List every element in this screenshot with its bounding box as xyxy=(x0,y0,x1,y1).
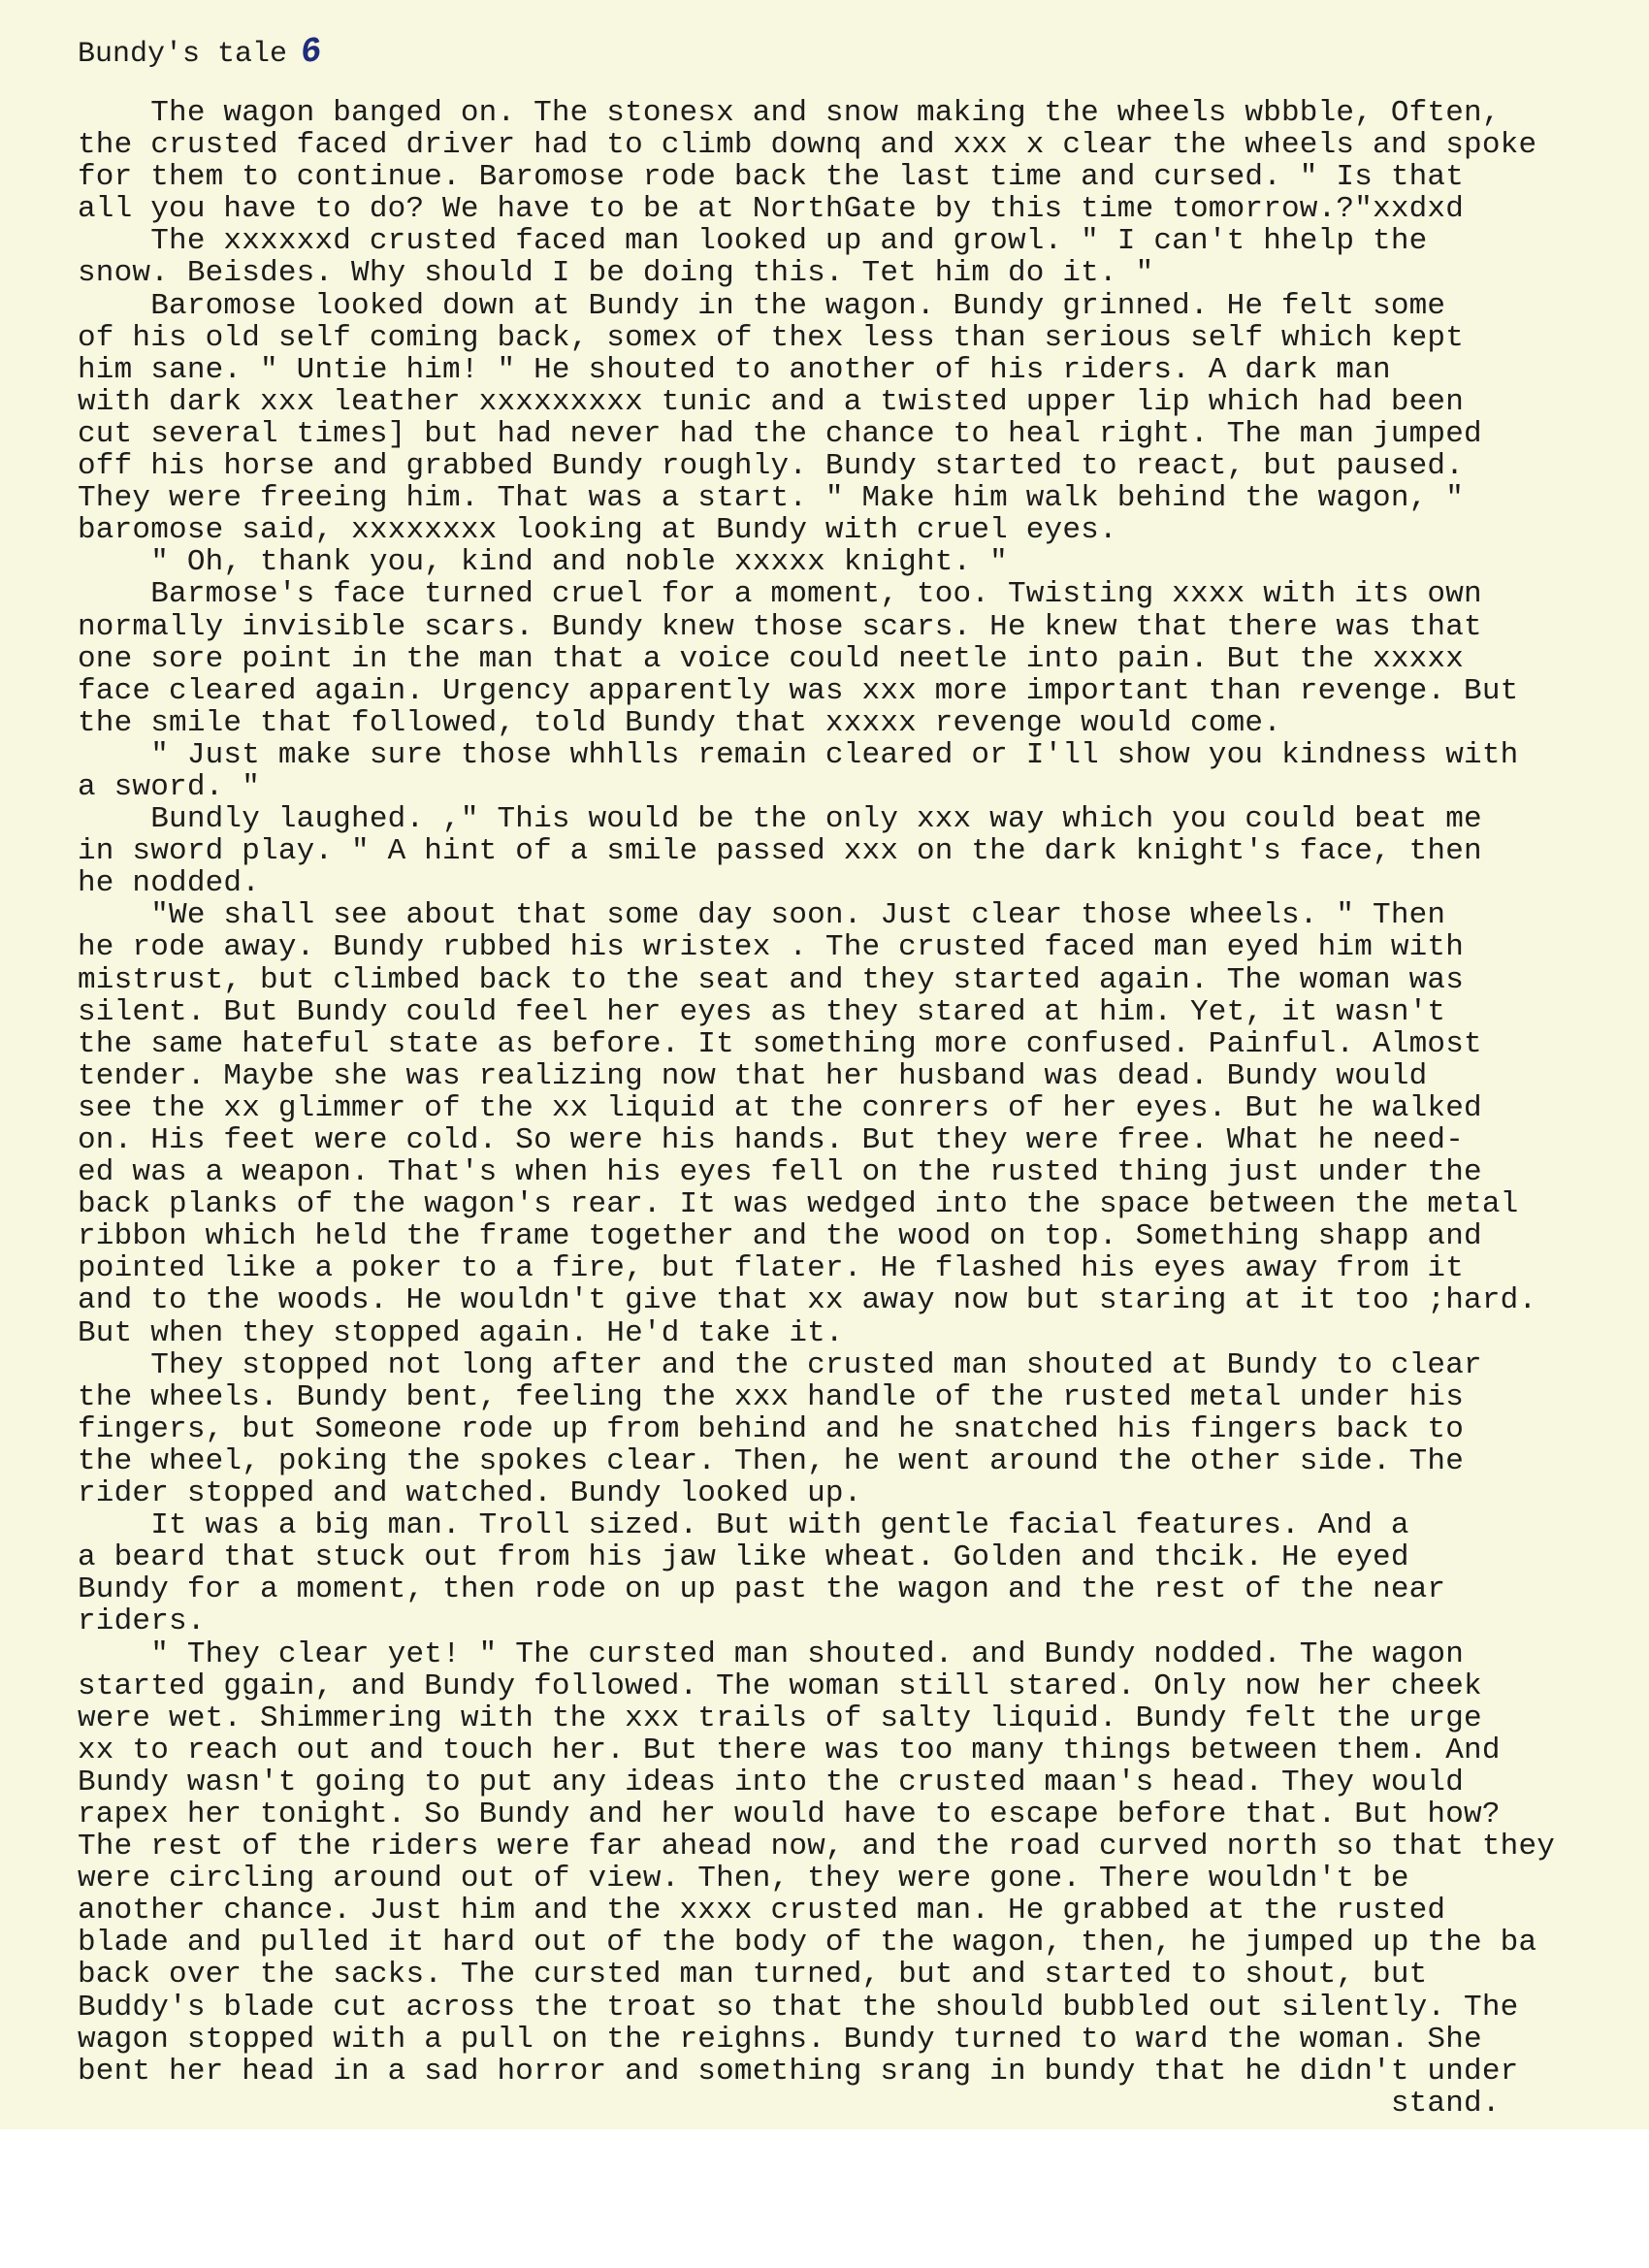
text-line: in sword play. " A hint of a smile passed xxx on the dark knight's face, then xyxy=(78,834,1482,869)
text-line: all you have to do? We have to be at NorthGate by this time tomorrow.?"xxdxd xyxy=(78,192,1465,227)
text-line: another chance. Just him and the xxxx crusted man. He grabbed at the rusted xyxy=(78,1894,1446,1928)
text-line: ribbon which held the frame together and the wood on top. Something shapp and xyxy=(78,1219,1482,1254)
text-line: face cleared again. Urgency apparently was xxx more important than revenge. But xyxy=(78,673,1519,708)
text-line: blade and pulled it hard out of the body of the wagon, then, he jumped up the ba xyxy=(78,1926,1537,1960)
text-line: rapex her tonight. So Bundy and her would have to escape before that. But how? xyxy=(78,1797,1501,1831)
text-line: pointed like a poker to a fire, but flater. He flashed his eyes away from it xyxy=(78,1251,1465,1286)
text-line: see the xx glimmer of the xx liquid at the conrers of her eyes. But he walked xyxy=(78,1090,1482,1125)
text-line: tender. Maybe she was realizing now that her husband was dead. Bundy would xyxy=(78,1058,1428,1093)
text-line: Bundly laughed. ," This would be the only xxx way which you could beat me xyxy=(78,802,1482,837)
text-line: "We shall see about that some day soon. Just clear those wheels. " Then xyxy=(78,898,1446,933)
text-line: cut several times] but had never had the chance to heal right. The man jumped xyxy=(78,416,1482,451)
text-line: and to the woods. He wouldn't give that xx away now but staring at it too ;hard. xyxy=(78,1283,1537,1318)
text-line: started ggain, and Bundy followed. The woman still stared. Only now her cheek xyxy=(78,1669,1482,1703)
text-line: mistrust, but climbed back to the seat and they started again. The woman was xyxy=(78,962,1465,997)
text-line: with dark xxx leather xxxxxxxxx tunic and a twisted upper lip which had been xyxy=(78,384,1465,419)
text-line: xx to reach out and touch her. But there was too many things between them. And xyxy=(78,1733,1501,1767)
text-line: the wheel, poking the spokes clear. Then, he went around the other side. The xyxy=(78,1443,1465,1478)
story-title: Bundy's tale xyxy=(78,38,288,71)
text-line: were wet. Shimmering with the xxx trails of salty liquid. Bundy felt the urge xyxy=(78,1701,1482,1735)
text-line: a beard that stuck out from his jaw like wheat. Golden and thcik. He eyed xyxy=(78,1540,1409,1575)
text-line: of his old self coming back, somex of thex less than serious self which kept xyxy=(78,320,1465,355)
text-line: the same hateful state as before. It something more confused. Painful. Almost xyxy=(78,1026,1482,1061)
text-line: on. His feet were cold. So were his hands. But they were free. What he need- xyxy=(78,1123,1465,1157)
text-line: silent. But Bundy could feel her eyes as they stared at him. Yet, it wasn't xyxy=(78,994,1446,1029)
text-line: bent her head in a sad horror and something srang in bundy that he didn't under xyxy=(78,2054,1519,2089)
handwritten-page-number: 6 xyxy=(298,30,325,74)
text-line: one sore point in the man that a voice could neetle into pain. But the xxxxx xyxy=(78,641,1465,676)
text-line: They stopped not long after and the crusted man shouted at Bundy to clear xyxy=(78,1347,1482,1382)
text-line: the crusted faced driver had to climb downq and xxx x clear the wheels and spoke xyxy=(78,128,1537,163)
text-line: " Oh, thank you, kind and noble xxxxx knight. " xyxy=(78,545,1008,580)
text-line: The wagon banged on. The stonesx and snow making the wheels wbbble, Often, xyxy=(78,97,1501,130)
text-line: The xxxxxxd crusted faced man looked up and growl. " I can't hhelp the xyxy=(78,224,1428,259)
text-line: Baromose looked down at Bundy in the wagon. Bundy grinned. He felt some xyxy=(78,288,1446,323)
page-bottom-margin xyxy=(0,2129,1649,2268)
text-line: he nodded. xyxy=(78,866,261,901)
text-line: " They clear yet! " The cursted man shouted. and Bundy nodded. The wagon xyxy=(78,1636,1465,1671)
text-line: Buddy's blade cut across the troat so that the should bubbled out silently. The xyxy=(78,1990,1519,2025)
text-line: Bundy wasn't going to put any ideas into the crusted maan's head. They would xyxy=(78,1765,1465,1799)
text-line: a sword. " xyxy=(78,769,261,804)
text-line: fingers, but Someone rode up from behind and he snatched his fingers back to xyxy=(78,1411,1465,1446)
text-line: were circling around out of view. Then, they were gone. There wouldn't be xyxy=(78,1862,1409,1896)
text-line: snow. Beisdes. Why should I be doing this. Tet him do it. " xyxy=(78,256,1154,291)
text-line: Barmose's face turned cruel for a moment, too. Twisting xxxx with its own xyxy=(78,577,1482,612)
text-line: he rode away. Bundy rubbed his wristex . The crusted faced man eyed him with xyxy=(78,930,1465,965)
text-line: stand. xyxy=(78,2086,1501,2120)
text-line: rider stopped and watched. Bundy looked up. xyxy=(78,1476,862,1511)
typewritten-body xyxy=(78,97,1639,2120)
text-line: wagon stopped with a pull on the reighns. Bundy turned to ward the woman. She xyxy=(78,2022,1482,2057)
text-line: him sane. " Untie him! " He shouted to another of his riders. A dark man xyxy=(78,352,1391,387)
text-line: They were freeing him. That was a start. " Make him walk behind the wagon, " xyxy=(78,481,1465,516)
text-line: But when they stopped again. He'd take it. xyxy=(78,1315,844,1350)
text-line: the wheels. Bundy bent, feeling the xxx handle of the rusted metal under his xyxy=(78,1379,1465,1414)
text-line: normally invisible scars. Bundy knew those scars. He knew that there was that xyxy=(78,609,1482,644)
text-line: ed was a weapon. That's when his eyes fell on the rusted thing just under the xyxy=(78,1155,1482,1190)
page-header xyxy=(78,30,325,74)
text-line: The rest of the riders were far ahead now, and the road curved north so that they xyxy=(78,1830,1556,1864)
text-line: back over the sacks. The cursted man turned, but and started to shout, but xyxy=(78,1958,1428,1993)
text-line: the smile that followed, told Bundy that xxxxx revenge would come. xyxy=(78,705,1281,740)
text-line: riders. xyxy=(78,1604,206,1639)
text-line: back planks of the wagon's rear. It was wedged into the space between the metal xyxy=(78,1187,1519,1222)
text-line: off his horse and grabbed Bundy roughly. Bundy started to react, but paused. xyxy=(78,449,1465,484)
text-line: for them to continue. Baromose rode back the last time and cursed. " Is that xyxy=(78,160,1465,195)
text-line: baromose said, xxxxxxxx looking at Bundy with cruel eyes. xyxy=(78,513,1117,548)
text-line: " Just make sure those whhlls remain cleared or I'll show you kindness with xyxy=(78,737,1519,772)
text-line: Bundy for a moment, then rode on up past the wagon and the rest of the near xyxy=(78,1572,1446,1607)
text-line: It was a big man. Troll sized. But with gentle facial features. And a xyxy=(78,1508,1409,1543)
